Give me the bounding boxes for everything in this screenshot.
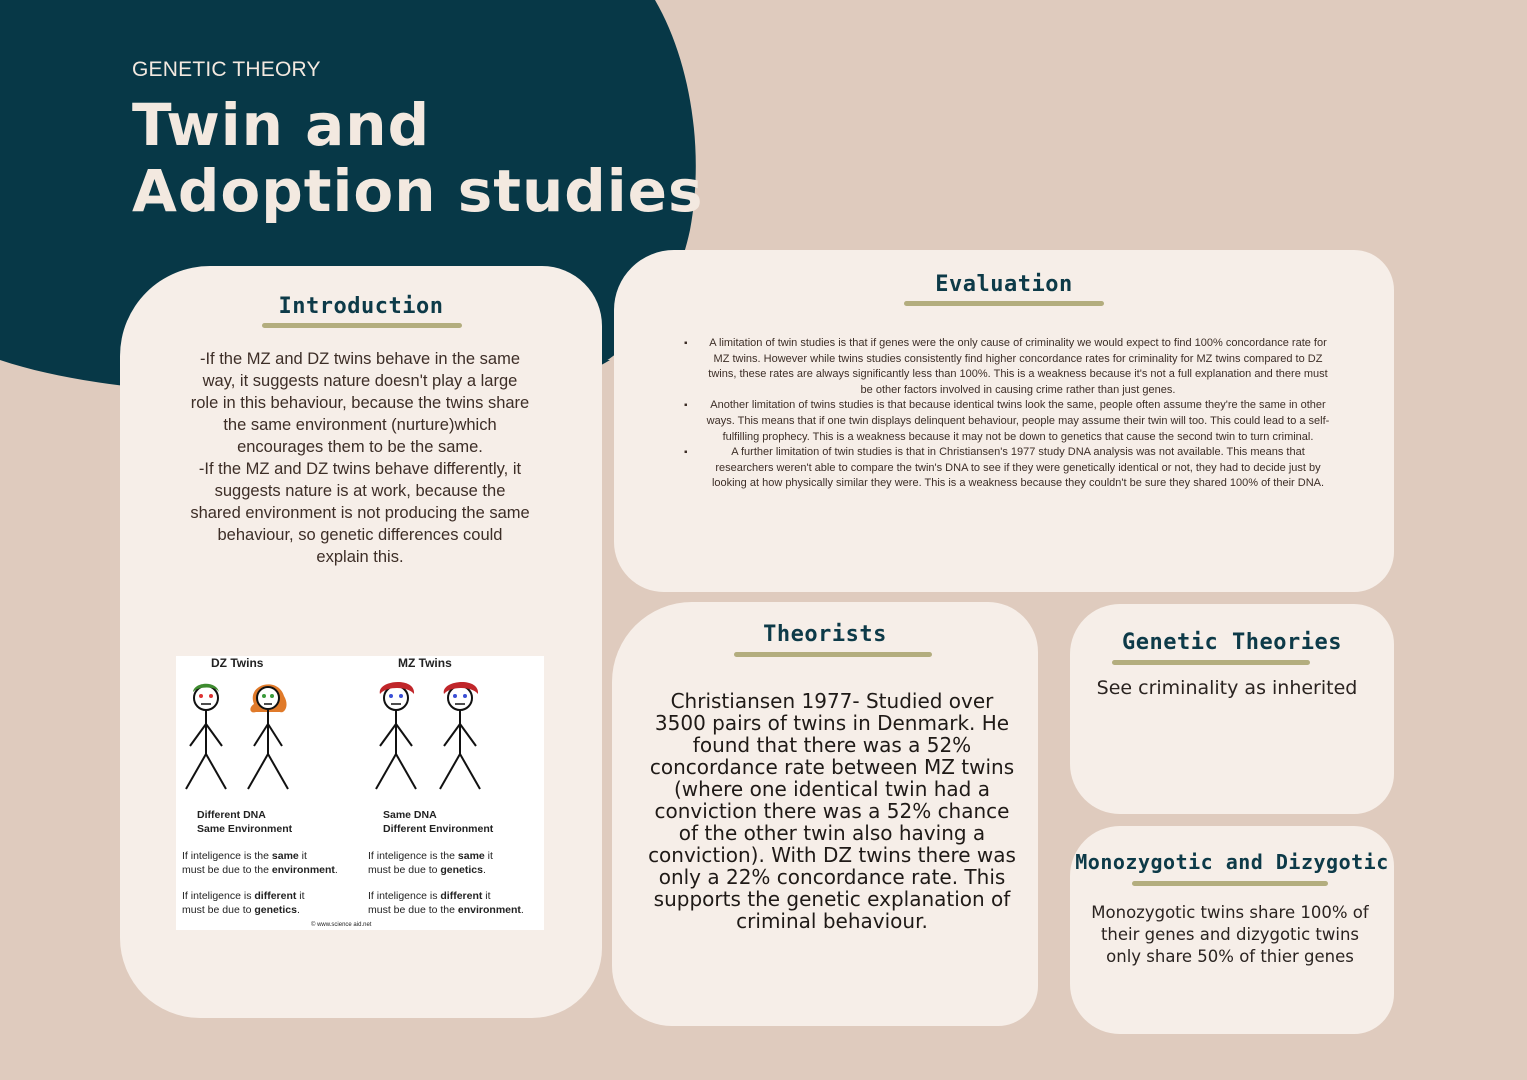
section-kicker: GENETIC THEORY	[132, 58, 321, 81]
introduction-underline	[262, 323, 462, 328]
mono-dizygotic-heading: Monozygotic and Dizygotic	[1075, 850, 1389, 874]
bullet-icon: ▪	[684, 400, 688, 412]
dz-note-same: If inteligence is the same it must be due to the environment.	[182, 850, 338, 876]
evaluation-underline	[904, 301, 1104, 306]
mz-description-line-2: Different Environment	[383, 823, 494, 835]
dz-description-line-1: Different DNA	[197, 809, 266, 821]
introduction-heading: Introduction	[278, 294, 444, 319]
genetic-theories-card	[1070, 604, 1394, 814]
evaluation-list	[684, 336, 1334, 492]
mz-note-same: If inteligence is the same it must be due to genetics.	[368, 850, 493, 876]
bullet-icon: ▪	[684, 338, 688, 349]
dz-description	[197, 808, 292, 836]
theorists-card	[612, 602, 1038, 1026]
evaluation-card	[614, 250, 1394, 592]
bullet-icon: ▪	[684, 447, 688, 459]
dz-note-different: If inteligence is different it must be due to genetics.	[182, 890, 305, 916]
dz-twin-1-figure	[186, 684, 226, 789]
page-title: Twin and Adoption studies	[132, 91, 704, 225]
mz-twin-2-figure	[440, 682, 480, 789]
evaluation-item: ▪ A limitation of twin studies is that if genes were the only cause of criminality we would expect to find 100% concordance rate for MZ twins. However while twins studies consistently find higher concordance rates for criminality for MZ twins compared to DZ twins, these rates are always significantly less than 100%. This is a weakness because it's not a full explanation and there must be other factors involved in causing crime rather than just genes.	[684, 337, 1328, 396]
evaluation-heading: Evaluation	[935, 272, 1073, 297]
figure-copyright: © www.science aid.net	[311, 922, 372, 928]
genetic-theories-underline	[1112, 660, 1310, 665]
mz-description-line-1: Same DNA	[383, 809, 437, 821]
dz-description-line-2: Same Environment	[197, 823, 293, 835]
genetic-theories-heading: Genetic Theories	[1122, 630, 1342, 655]
theorists-heading: Theorists	[763, 622, 887, 647]
evaluation-item: ▪ A further limitation of twin studies is that in Christiansen's 1977 study DNA analysis was not available. This means that researchers weren't able to compare the twin's DNA to see if they were genetically identical or not, they had to decide just by looking at how physically similar they were. This is a weakness because they couldn't be sure they shared 100% of their DNA.	[684, 446, 1325, 490]
evaluation-item: ▪ Another limitation of twins studies is that because identical twins look the same, people often assume they're the same in other ways. This means that if one twin displays delinquent behaviour, people may assume their twin will too. This could lead to a self-fulfilling prophecy. This is a weakness because it may not be down to genetics that cause the second twin to turn criminal.	[684, 399, 1330, 443]
mz-note-different: If inteligence is different it must be due to the environment.	[368, 890, 524, 916]
mono-dizygotic-underline	[1132, 881, 1328, 886]
stick-figures-illustration	[176, 674, 544, 824]
dz-twins-label: DZ Twins	[211, 656, 264, 670]
mz-twins-label: MZ Twins	[398, 656, 452, 670]
theorists-underline	[734, 652, 932, 657]
mz-description	[383, 808, 493, 836]
theorists-text: Christiansen 1977- Studied over 3500 pairs of twins in Denmark. He found that there was a 52% concordance rate between MZ twins (where one identical twin had a conviction there was a 52% chance of the other twin also having a conviction). With DZ twins there was only a 22% concordance rate. This supports the genetic explanation of criminal behaviour.	[648, 689, 1016, 933]
mz-twin-1-figure	[376, 682, 416, 789]
mono-dizygotic-card	[1070, 826, 1394, 1034]
dz-twin-2-figure	[248, 684, 288, 789]
mono-dizygotic-text: Monozygotic twins share 100% of their genes and dizygotic twins only share 50% of thier genes	[1091, 903, 1369, 966]
genetic-theories-text: See criminality as inherited	[1096, 677, 1358, 699]
introduction-text: -If the MZ and DZ twins behave in the same way, it suggests nature doesn't play a large role in this behaviour, because the twins share the same environment (nurture)which encourages them to be the same. -If the MZ and DZ twins behave differently, it suggests nature is at work, because the shared environment is not producing the same behaviour, so genetic differences could explain this.	[190, 350, 530, 566]
twins-diagram	[176, 656, 544, 930]
